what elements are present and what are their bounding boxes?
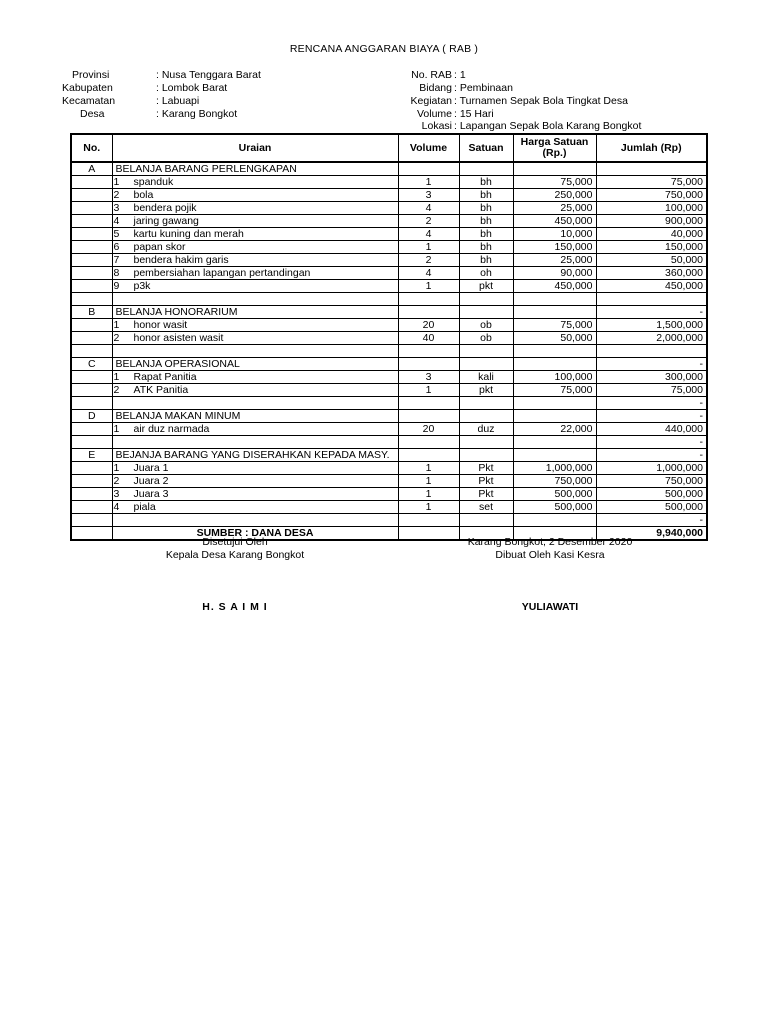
item-name: ATK Panitia [133,384,189,396]
preparer-title: Dibuat Oleh Kasi Kesra [495,549,605,561]
section-code: D [71,410,112,423]
place-date: Karang Bongkot, 2 Desember 2020 [467,536,633,548]
empty-cell [459,306,513,319]
section-row [71,449,707,462]
item-name: kartu kuning dan merah [133,228,244,240]
item-unit: duz [459,423,513,436]
item-number: 8 [113,267,120,279]
item-volume: 1 [398,475,459,488]
item-unit: bh [459,215,513,228]
section-code: E [71,449,112,462]
item-price: 50,000 [513,332,596,345]
item-number: 1 [113,462,120,474]
item-amount: 1,500,000 [596,319,707,332]
empty-cell [71,527,112,541]
spacer-row [71,436,707,449]
item-unit: Pkt [459,488,513,501]
item-description [112,254,398,267]
empty-cell [112,293,398,306]
spacer-row [71,293,707,306]
section-code: C [71,358,112,371]
item-volume: 3 [398,371,459,384]
item-name: pembersiahan lapangan pertandingan [133,267,311,279]
table-row [71,475,707,488]
header-label: Lokasi [421,120,452,132]
item-volume: 4 [398,228,459,241]
empty-cell [112,397,398,410]
empty-cell [459,345,513,358]
item-number: 3 [113,202,120,214]
item-unit: pkt [459,280,513,293]
section-total: - [596,449,707,462]
header-value: : Turnamen Sepak Bola Tingkat Desa [454,95,628,107]
empty-cell [459,162,513,176]
section-row [71,358,707,371]
empty-cell [71,462,112,475]
item-amount: 300,000 [596,371,707,384]
section-title: BEJANJA BARANG YANG DISERAHKAN KEPADA MASY. [112,449,398,462]
empty-cell [398,162,459,176]
empty-cell [398,358,459,371]
empty-cell [71,319,112,332]
item-price: 250,000 [513,189,596,202]
item-description [112,228,398,241]
item-number: 1 [113,176,120,188]
empty-cell [398,410,459,423]
item-volume: 4 [398,267,459,280]
table-row [71,241,707,254]
empty-cell [71,384,112,397]
item-unit: pkt [459,384,513,397]
approver-title: Kepala Desa Karang Bongkot [165,549,305,561]
table-row [71,462,707,475]
item-volume: 40 [398,332,459,345]
item-description [112,462,398,475]
empty-cell [398,345,459,358]
item-name: Juara 1 [133,462,169,474]
item-amount: 440,000 [596,423,707,436]
amount-cell: - [596,397,707,410]
table-row [71,332,707,345]
header-value: : Nusa Tenggara Barat [156,69,261,81]
table-row [71,254,707,267]
item-amount: 2,000,000 [596,332,707,345]
item-price: 10,000 [513,228,596,241]
empty-cell [513,397,596,410]
item-unit: Pkt [459,475,513,488]
item-name: papan skor [133,241,186,253]
item-number: 2 [113,475,120,487]
item-unit: oh [459,267,513,280]
item-volume: 1 [398,241,459,254]
item-volume: 20 [398,319,459,332]
item-amount: 50,000 [596,254,707,267]
item-description [112,423,398,436]
col-header-volume: Volume [398,134,459,162]
empty-cell [71,488,112,501]
col-header-harga: Harga Satuan (Rp.) [513,134,596,162]
item-price: 25,000 [513,254,596,267]
empty-cell [459,293,513,306]
item-price: 75,000 [513,384,596,397]
item-price: 750,000 [513,475,596,488]
item-amount: 100,000 [596,202,707,215]
item-description [112,475,398,488]
item-price: 75,000 [513,319,596,332]
col-header-uraian: Uraian [112,134,398,162]
item-price: 75,000 [513,176,596,189]
item-amount: 75,000 [596,176,707,189]
col-header-jumlah: Jumlah (Rp) [596,134,707,162]
empty-cell [513,449,596,462]
item-price: 100,000 [513,371,596,384]
item-price: 500,000 [513,488,596,501]
item-unit: set [459,501,513,514]
section-title: BELANJA MAKAN MINUM [112,410,398,423]
section-total: - [596,306,707,319]
empty-cell [71,241,112,254]
item-amount: 750,000 [596,189,707,202]
header-value: : 1 [454,69,466,81]
item-number: 1 [113,319,120,331]
item-description [112,215,398,228]
spacer-row [71,397,707,410]
empty-cell [513,293,596,306]
item-name: Rapat Panitia [133,371,197,383]
item-amount: 75,000 [596,384,707,397]
empty-cell [112,514,398,527]
item-number: 5 [113,228,120,240]
item-name: bola [133,189,154,201]
item-amount: 360,000 [596,267,707,280]
item-volume: 2 [398,215,459,228]
item-price: 1,000,000 [513,462,596,475]
header-label: No. RAB [411,69,452,81]
empty-cell [459,449,513,462]
section-row [71,306,707,319]
empty-cell [459,410,513,423]
item-name: p3k [133,280,151,292]
empty-cell [513,306,596,319]
item-unit: bh [459,176,513,189]
item-description [112,189,398,202]
empty-cell [71,501,112,514]
item-name: bendera pojik [133,202,197,214]
amount-cell: - [596,436,707,449]
table-row [71,215,707,228]
table-row [71,228,707,241]
item-name: honor wasit [133,319,188,331]
item-number: 4 [113,501,120,513]
item-price: 150,000 [513,241,596,254]
item-description [112,384,398,397]
item-price: 450,000 [513,280,596,293]
empty-cell [112,436,398,449]
empty-cell [398,397,459,410]
empty-cell [513,436,596,449]
empty-cell [596,293,707,306]
empty-cell [71,202,112,215]
item-amount: 150,000 [596,241,707,254]
empty-cell [398,306,459,319]
spacer-row [71,514,707,527]
empty-cell [459,436,513,449]
header-value: : Lombok Barat [156,82,228,94]
item-description [112,241,398,254]
empty-cell [459,358,513,371]
budget-table [70,133,708,541]
empty-cell [71,345,112,358]
empty-cell [398,449,459,462]
item-unit: bh [459,241,513,254]
header-value: : Lapangan Sepak Bola Karang Bongkot [454,120,642,132]
empty-cell [596,345,707,358]
item-name: piala [133,501,156,513]
item-volume: 1 [398,384,459,397]
table-row [71,280,707,293]
item-volume: 2 [398,254,459,267]
item-price: 450,000 [513,215,596,228]
empty-cell [71,332,112,345]
item-number: 4 [113,215,120,227]
item-number: 2 [113,332,120,344]
empty-cell [398,514,459,527]
item-name: Juara 3 [133,488,169,500]
amount-cell: - [596,514,707,527]
item-unit: bh [459,202,513,215]
item-price: 25,000 [513,202,596,215]
empty-cell [71,436,112,449]
item-volume: 1 [398,501,459,514]
empty-cell [71,371,112,384]
item-unit: bh [459,254,513,267]
table-row [71,384,707,397]
empty-cell [459,397,513,410]
item-volume: 1 [398,488,459,501]
item-number: 2 [113,189,120,201]
item-description [112,319,398,332]
empty-cell [71,176,112,189]
section-total: - [596,358,707,371]
col-header-satuan: Satuan [459,134,513,162]
header-value: : Labuapi [156,95,200,107]
item-number: 6 [113,241,120,253]
item-number: 9 [113,280,120,292]
item-number: 2 [113,384,120,396]
item-description [112,176,398,189]
item-amount: 500,000 [596,501,707,514]
item-name: spanduk [133,176,174,188]
preparer-name: YULIAWATI [521,601,579,613]
empty-cell [71,475,112,488]
empty-cell [71,215,112,228]
empty-cell [71,254,112,267]
table-row [71,423,707,436]
approver-label: Disetujui Oleh [202,536,268,548]
empty-cell [71,293,112,306]
item-number: 3 [113,488,120,500]
item-amount: 500,000 [596,488,707,501]
item-volume: 1 [398,280,459,293]
header-value: : Pembinaan [454,82,513,94]
item-price: 22,000 [513,423,596,436]
empty-cell [71,267,112,280]
item-description [112,280,398,293]
item-number: 1 [113,423,120,435]
item-name: air duz narmada [133,423,210,435]
table-row [71,488,707,501]
item-name: honor asisten wasit [133,332,224,344]
item-number: 7 [113,254,120,266]
item-number: 1 [113,371,120,383]
table-row [71,189,707,202]
header-label: Kegiatan [410,95,452,107]
table-body [71,162,707,540]
item-price: 90,000 [513,267,596,280]
item-volume: 1 [398,462,459,475]
header-label: Provinsi [72,69,110,81]
item-volume: 1 [398,176,459,189]
item-description [112,202,398,215]
empty-cell [112,345,398,358]
empty-cell [398,293,459,306]
item-description [112,501,398,514]
header-value: : Karang Bongkot [156,108,238,120]
header-label: Bidang [419,82,452,94]
table-row [71,501,707,514]
empty-cell [71,423,112,436]
item-unit: ob [459,319,513,332]
item-unit: ob [459,332,513,345]
item-unit: kali [459,371,513,384]
empty-cell [71,189,112,202]
item-amount: 900,000 [596,215,707,228]
item-description [112,267,398,280]
section-title: BELANJA OPERASIONAL [112,358,398,371]
item-volume: 3 [398,189,459,202]
empty-cell [513,162,596,176]
empty-cell [71,228,112,241]
header-label: Kabupaten [62,82,113,94]
table-row [71,202,707,215]
section-title: BELANJA HONORARIUM [112,306,398,319]
section-row [71,410,707,423]
header-value: : 15 Hari [454,108,494,120]
empty-cell [513,410,596,423]
item-amount: 450,000 [596,280,707,293]
section-code: B [71,306,112,319]
section-code: A [71,162,112,176]
item-name: jaring gawang [133,215,199,227]
item-unit: bh [459,228,513,241]
section-total [596,162,707,176]
empty-cell [513,345,596,358]
empty-cell [459,514,513,527]
grand-total: 9,940,000 [596,527,707,541]
empty-cell [513,514,596,527]
section-title: BELANJA BARANG PERLENGKAPAN [112,162,398,176]
table-row [71,176,707,189]
col-header-no: No. [71,134,112,162]
empty-cell [71,280,112,293]
item-name: Juara 2 [133,475,169,487]
empty-cell [398,436,459,449]
item-amount: 1,000,000 [596,462,707,475]
section-row [71,162,707,176]
item-description [112,488,398,501]
item-volume: 20 [398,423,459,436]
item-description [112,332,398,345]
funding-source: SUMBER : DANA DESA [112,527,398,541]
empty-cell [513,358,596,371]
table-row [71,371,707,384]
item-unit: bh [459,189,513,202]
section-total: - [596,410,707,423]
table-header-row [71,134,707,162]
table-row [71,267,707,280]
spacer-row [71,345,707,358]
item-description [112,371,398,384]
table-row [71,319,707,332]
item-amount: 40,000 [596,228,707,241]
item-amount: 750,000 [596,475,707,488]
header-label: Desa [80,108,105,120]
approver-name: H. S A I M I [202,601,268,613]
empty-cell [71,397,112,410]
header-label: Kecamatan [62,95,116,107]
item-unit: Pkt [459,462,513,475]
item-price: 500,000 [513,501,596,514]
header-label: Volume [416,108,452,120]
item-name: bendera hakim garis [133,254,229,266]
item-volume: 4 [398,202,459,215]
document-title: RENCANA ANGGARAN BIAYA ( RAB ) [289,43,479,55]
empty-cell [71,514,112,527]
